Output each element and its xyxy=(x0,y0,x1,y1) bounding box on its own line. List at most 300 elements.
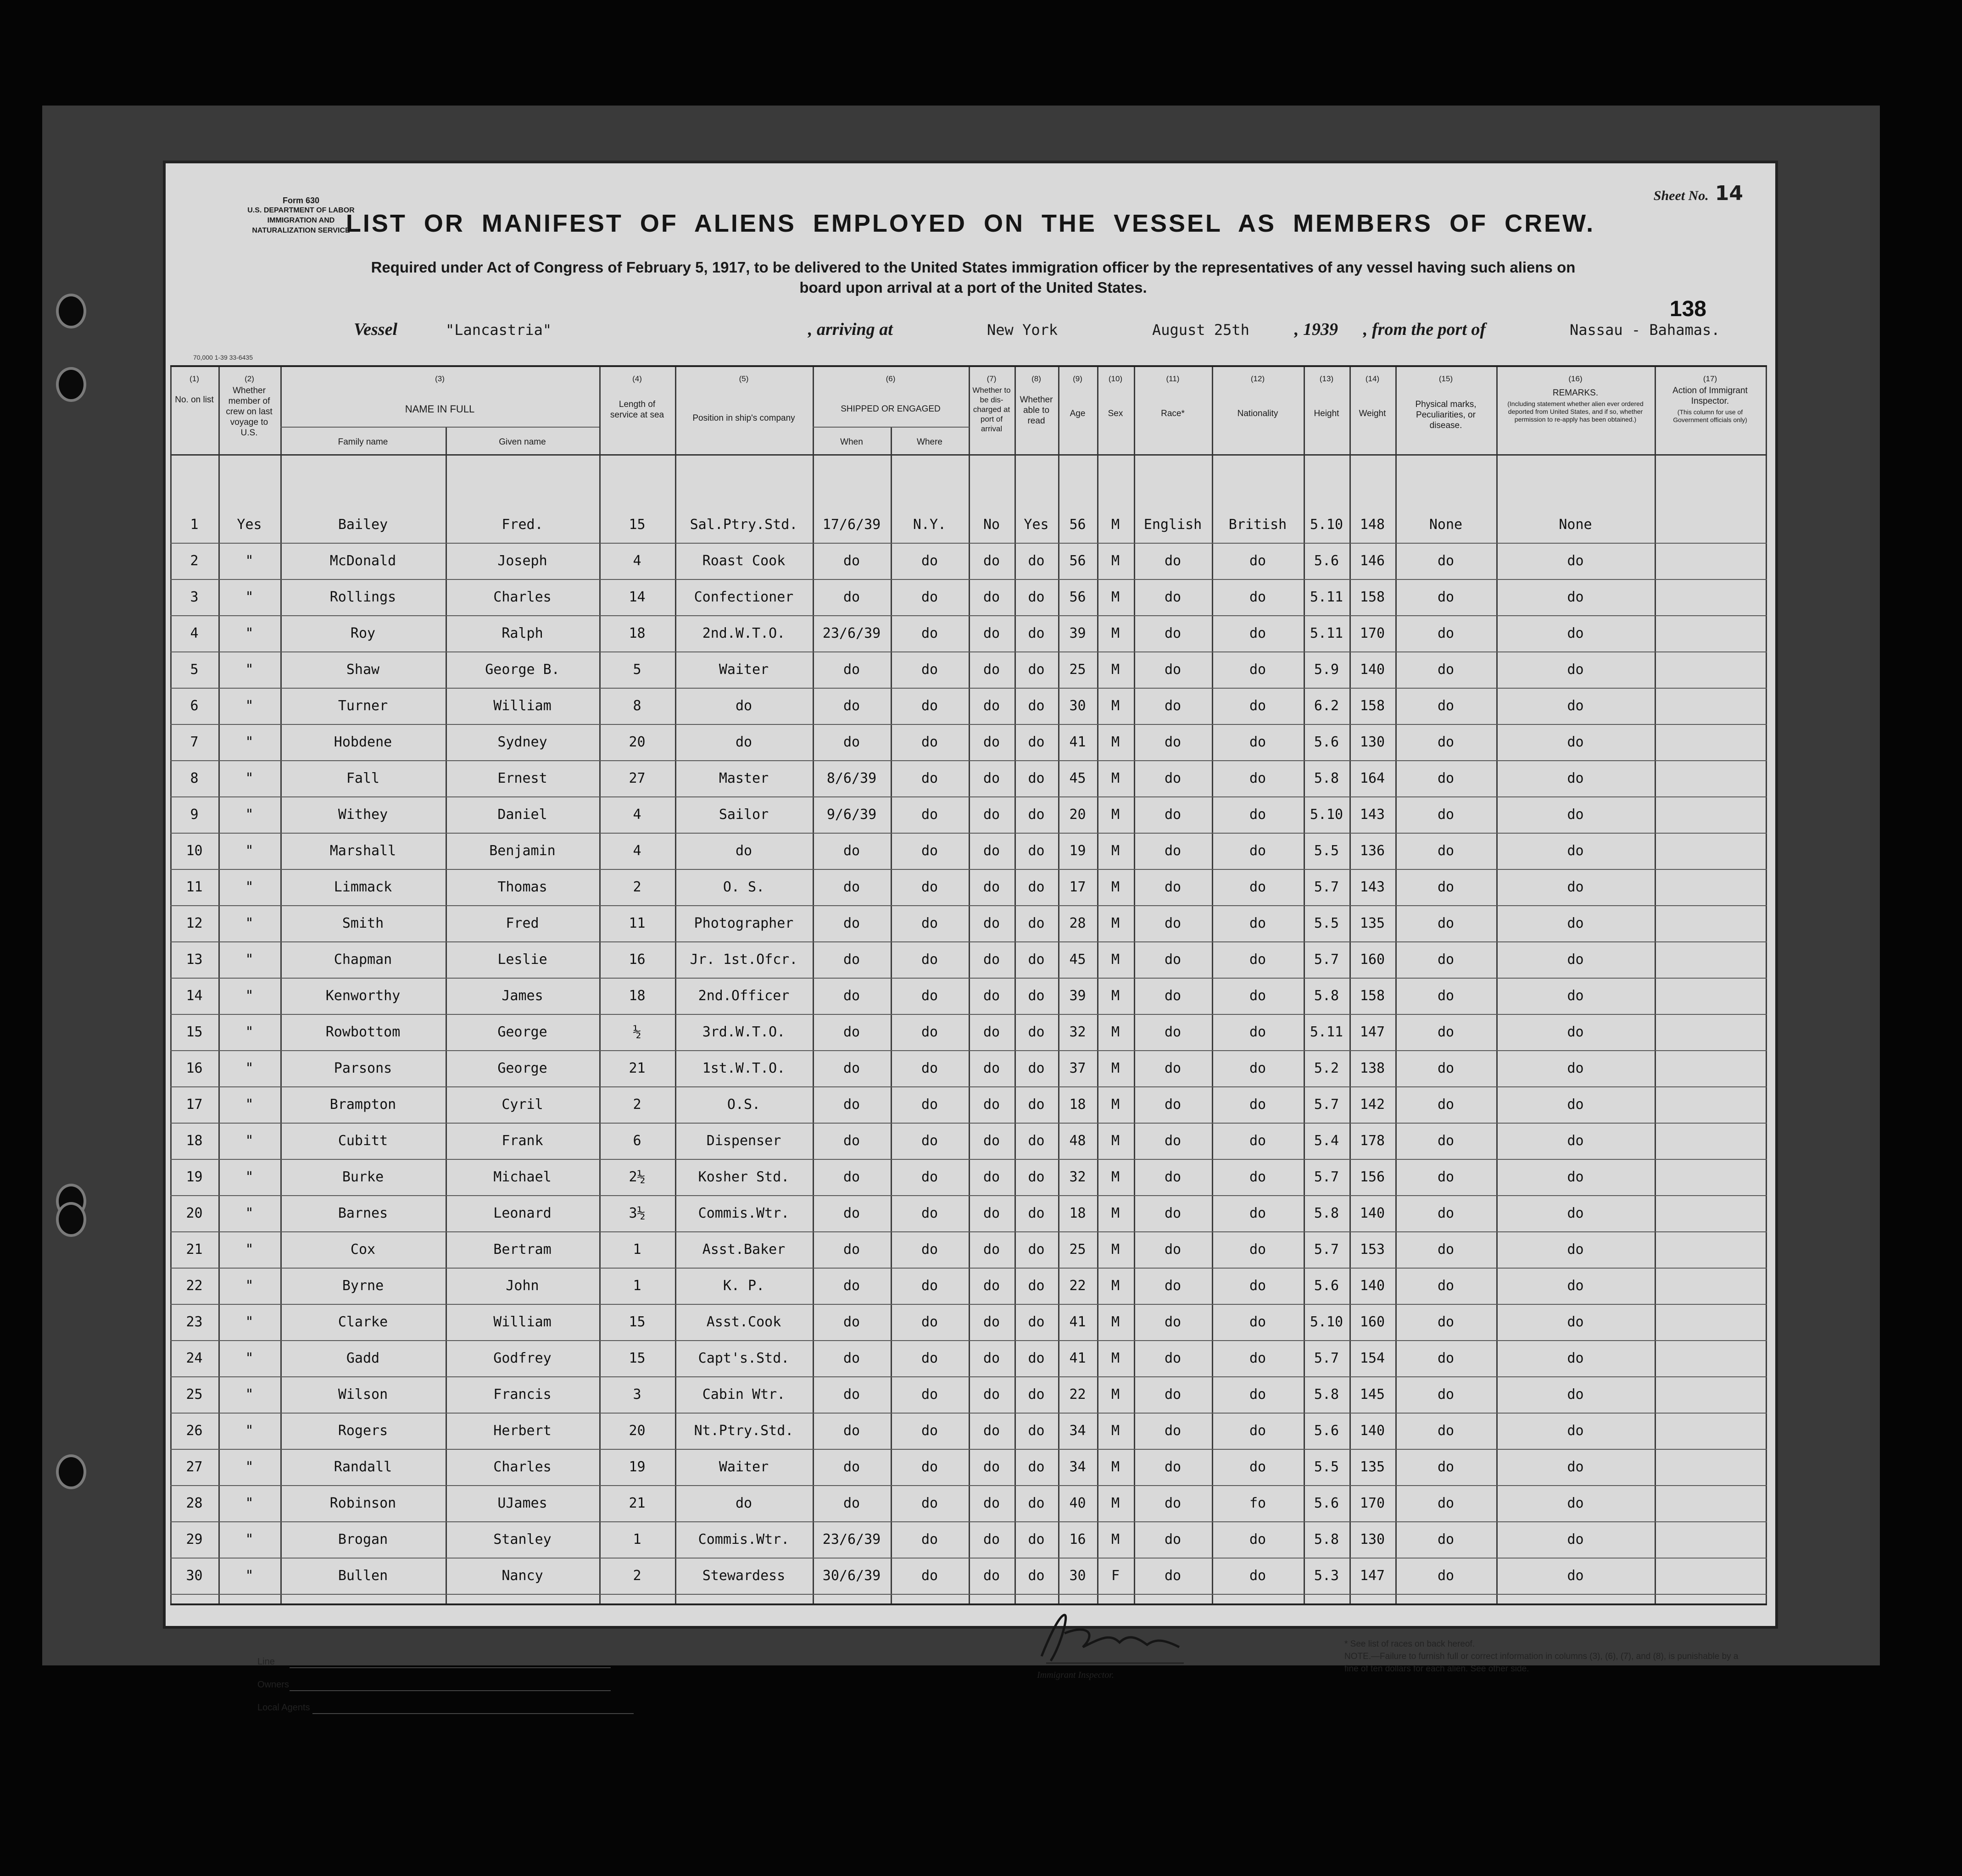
cell-sex: M xyxy=(1111,517,1120,533)
cell-service: 4 xyxy=(633,807,641,823)
col-15-label: Physical marks, Peculiarities, or disease. xyxy=(1415,400,1477,430)
cell-position: Capt's.Std. xyxy=(698,1350,790,1366)
cell-race: English xyxy=(1143,517,1202,533)
cell-prev: " xyxy=(245,1205,254,1221)
cell-weight: 156 xyxy=(1360,1169,1385,1185)
cell-given: Fred xyxy=(506,915,539,931)
cell-where: do xyxy=(921,1060,938,1076)
col-8-number: (8) xyxy=(1031,374,1041,383)
cell-nationality: do xyxy=(1249,662,1266,678)
cell-marks: do xyxy=(1437,662,1455,678)
cell-weight: 140 xyxy=(1360,662,1385,678)
cell-race: do xyxy=(1164,879,1182,895)
cell-service: 3 xyxy=(633,1386,641,1403)
cell-nationality: do xyxy=(1249,1205,1266,1221)
cell-service: 20 xyxy=(629,734,646,750)
cell-discharged: do xyxy=(983,770,1000,786)
col-16-label: REMARKS. xyxy=(1552,388,1599,398)
cell-discharged: do xyxy=(983,1278,1000,1294)
cell-where: do xyxy=(921,1568,938,1584)
cell-marks: do xyxy=(1437,1531,1455,1548)
cell-height: 5.11 xyxy=(1310,625,1343,641)
cell-marks: do xyxy=(1437,1459,1455,1475)
cell-where: do xyxy=(921,1459,938,1475)
cell-when: do xyxy=(843,1060,860,1076)
cell-given: Sydney xyxy=(497,734,547,750)
cell-discharged: do xyxy=(983,1060,1000,1076)
cell-service: 2½ xyxy=(629,1169,646,1185)
cell-no: 14 xyxy=(186,988,203,1004)
header-rule xyxy=(170,454,1767,456)
cell-service: 18 xyxy=(629,988,646,1004)
cell-discharged: do xyxy=(983,734,1000,750)
cell-sex: M xyxy=(1111,625,1120,641)
line-label: Line xyxy=(257,1657,275,1667)
cell-service: 8 xyxy=(633,698,641,714)
cell-given: Nancy xyxy=(502,1568,543,1584)
cell-discharged: do xyxy=(983,807,1000,823)
cell-age: 32 xyxy=(1069,1169,1086,1185)
cell-discharged: do xyxy=(983,553,1000,569)
cell-read: Yes xyxy=(1024,517,1049,533)
cell-race: do xyxy=(1164,1314,1182,1330)
departure-port: Nassau - Bahamas. xyxy=(1570,321,1720,339)
cell-race: do xyxy=(1164,1241,1182,1258)
cell-age: 18 xyxy=(1069,1205,1086,1221)
cell-height: 5.7 xyxy=(1314,952,1339,968)
cell-family: McDonald xyxy=(329,553,396,569)
cell-read: do xyxy=(1028,734,1045,750)
cell-read: do xyxy=(1028,1495,1045,1511)
cell-position: Roast Cook xyxy=(702,553,786,569)
col-2-label: Whether member of crew on last voyage to U.S. xyxy=(226,386,273,438)
cell-when: do xyxy=(843,879,860,895)
cell-prev: " xyxy=(245,988,254,1004)
cell-family: Turner xyxy=(338,698,388,714)
arrival-date: August 25th xyxy=(1152,321,1249,339)
cell-height: 5.8 xyxy=(1314,1531,1339,1548)
cell-when: do xyxy=(843,1205,860,1221)
cell-family: Chapman xyxy=(334,952,392,968)
cell-where: do xyxy=(921,843,938,859)
cell-prev: " xyxy=(245,1495,254,1511)
cell-marks: do xyxy=(1437,843,1455,859)
cell-race: do xyxy=(1164,1278,1182,1294)
cell-weight: 158 xyxy=(1360,698,1385,714)
cell-service: 27 xyxy=(629,770,646,786)
from-port-label: , from the port of xyxy=(1363,320,1486,339)
cell-given: Charles xyxy=(493,1459,552,1475)
cell-position: Waiter xyxy=(719,1459,769,1475)
cell-nationality: do xyxy=(1249,553,1266,569)
cell-given: Benjamin xyxy=(489,843,556,859)
cell-position: Sal.Ptry.Std. xyxy=(690,517,798,533)
cell-height: 5.5 xyxy=(1314,915,1339,931)
cell-family: Withey xyxy=(338,807,388,823)
cell-marks: do xyxy=(1437,915,1455,931)
col-16-note: (Including statement whether alien ever ordered deported from United States, and if so, whether permission to re-apply has been obtained.) xyxy=(1507,400,1644,423)
cell-weight: 160 xyxy=(1360,1314,1385,1330)
cell-when: do xyxy=(843,1169,860,1185)
cell-position: O. S. xyxy=(723,879,765,895)
cell-race: do xyxy=(1164,1205,1182,1221)
page-number: 138 xyxy=(1669,297,1706,321)
cell-no: 24 xyxy=(186,1350,203,1366)
cell-given: Joseph xyxy=(497,553,547,569)
cell-position: do xyxy=(735,698,752,714)
cell-sex: M xyxy=(1111,1386,1120,1403)
cell-given: Stanley xyxy=(493,1531,552,1548)
cell-read: do xyxy=(1028,1531,1045,1548)
cell-age: 34 xyxy=(1069,1459,1086,1475)
cell-when: do xyxy=(843,952,860,968)
cell-prev: " xyxy=(245,1169,254,1185)
cell-family: Bailey xyxy=(338,517,388,533)
cell-marks: None xyxy=(1429,517,1463,533)
cell-family: Parsons xyxy=(334,1060,392,1076)
cell-height: 5.7 xyxy=(1314,1350,1339,1366)
col-10-label: Sex xyxy=(1108,409,1123,418)
cell-position: do xyxy=(735,1495,752,1511)
owners-label: Owners xyxy=(257,1680,289,1690)
cell-sex: M xyxy=(1111,1278,1120,1294)
cell-sex: M xyxy=(1111,698,1120,714)
cell-height: 5.7 xyxy=(1314,1241,1339,1258)
cell-race: do xyxy=(1164,915,1182,931)
cell-remarks: do xyxy=(1567,734,1584,750)
cell-given: William xyxy=(493,698,552,714)
cell-position: O.S. xyxy=(727,1097,761,1113)
cell-given: George B. xyxy=(485,662,560,678)
table-row xyxy=(170,1196,1767,1233)
cell-when: do xyxy=(843,662,860,678)
cell-discharged: do xyxy=(983,1495,1000,1511)
table-row xyxy=(170,544,1767,580)
cell-sex: M xyxy=(1111,1495,1120,1511)
cell-read: do xyxy=(1028,1459,1045,1475)
cell-no: 25 xyxy=(186,1386,203,1403)
cell-read: do xyxy=(1028,1169,1045,1185)
cell-discharged: No xyxy=(983,517,1000,533)
table-row xyxy=(170,616,1767,653)
cell-marks: do xyxy=(1437,1495,1455,1511)
cell-height: 5.6 xyxy=(1314,553,1339,569)
cell-read: do xyxy=(1028,1314,1045,1330)
cell-marks: do xyxy=(1437,1024,1455,1040)
col-3-family-name: Family name xyxy=(338,437,388,447)
cell-race: do xyxy=(1164,988,1182,1004)
cell-remarks: do xyxy=(1567,1278,1584,1294)
cell-family: Wilson xyxy=(338,1386,388,1403)
cell-family: Kenworthy xyxy=(325,988,401,1004)
cell-sex: M xyxy=(1111,553,1120,569)
cell-discharged: do xyxy=(983,1241,1000,1258)
binder-hole xyxy=(56,367,86,402)
cell-where: do xyxy=(921,1241,938,1258)
cell-discharged: do xyxy=(983,1205,1000,1221)
cell-given: Frank xyxy=(502,1133,543,1149)
cell-prev: " xyxy=(245,807,254,823)
col-5-number: (5) xyxy=(739,374,749,383)
table-row xyxy=(170,1486,1767,1523)
cell-when: do xyxy=(843,843,860,859)
cell-nationality: do xyxy=(1249,1097,1266,1113)
cell-read: do xyxy=(1028,1097,1045,1113)
cell-position: Asst.Baker xyxy=(702,1241,786,1258)
cell-where: N.Y. xyxy=(913,517,947,533)
cell-read: do xyxy=(1028,879,1045,895)
cell-sex: M xyxy=(1111,734,1120,750)
cell-prev: " xyxy=(245,589,254,605)
cell-height: 5.7 xyxy=(1314,1169,1339,1185)
cell-prev: " xyxy=(245,1133,254,1149)
cell-discharged: do xyxy=(983,843,1000,859)
cell-read: do xyxy=(1028,807,1045,823)
cell-discharged: do xyxy=(983,1169,1000,1185)
cell-when: do xyxy=(843,915,860,931)
cell-race: do xyxy=(1164,952,1182,968)
table-row xyxy=(170,1522,1767,1559)
cell-marks: do xyxy=(1437,1423,1455,1439)
cell-position: Jr. 1st.Ofcr. xyxy=(690,952,798,968)
cell-remarks: do xyxy=(1567,879,1584,895)
cell-position: 3rd.W.T.O. xyxy=(702,1024,786,1040)
vessel-name: "Lancastria" xyxy=(446,321,552,339)
cell-position: Asst.Cook xyxy=(706,1314,781,1330)
cell-family: Smith xyxy=(342,915,384,931)
cell-weight: 138 xyxy=(1360,1060,1385,1076)
cell-read: do xyxy=(1028,843,1045,859)
cell-service: 20 xyxy=(629,1423,646,1439)
cell-when: do xyxy=(843,988,860,1004)
cell-age: 28 xyxy=(1069,915,1086,931)
footer-note xyxy=(1344,1638,1748,1675)
cell-prev: " xyxy=(245,1531,254,1548)
cell-read: do xyxy=(1028,1278,1045,1294)
cell-prev: Yes xyxy=(237,517,262,533)
cell-sex: M xyxy=(1111,1459,1120,1475)
cell-race: do xyxy=(1164,1568,1182,1584)
cell-sex: M xyxy=(1111,1097,1120,1113)
cell-race: do xyxy=(1164,1423,1182,1439)
cell-service: 11 xyxy=(629,915,646,931)
voyage-line xyxy=(354,319,1730,347)
cell-nationality: do xyxy=(1249,1241,1266,1258)
cell-marks: do xyxy=(1437,1097,1455,1113)
cell-no: 11 xyxy=(186,879,203,895)
cell-remarks: None xyxy=(1559,517,1592,533)
cell-marks: do xyxy=(1437,734,1455,750)
cell-when: do xyxy=(843,553,860,569)
cell-sex: M xyxy=(1111,1531,1120,1548)
cell-prev: " xyxy=(245,625,254,641)
arrival-port: New York xyxy=(987,321,1058,339)
cell-age: 56 xyxy=(1069,589,1086,605)
cell-when: do xyxy=(843,1350,860,1366)
table-row xyxy=(170,507,1767,544)
col-13-label: Height xyxy=(1314,409,1339,418)
col-1-number: (1) xyxy=(190,374,199,383)
cell-age: 56 xyxy=(1069,517,1086,533)
cell-no: 4 xyxy=(190,625,199,641)
table-row xyxy=(170,906,1767,943)
cell-sex: M xyxy=(1111,1133,1120,1149)
cell-where: do xyxy=(921,988,938,1004)
cell-read: do xyxy=(1028,698,1045,714)
cell-where: do xyxy=(921,553,938,569)
cell-age: 41 xyxy=(1069,1314,1086,1330)
cell-remarks: do xyxy=(1567,1205,1584,1221)
local-agents-field xyxy=(312,1713,634,1714)
cell-no: 5 xyxy=(190,662,199,678)
cell-remarks: do xyxy=(1567,698,1584,714)
cell-service: 1 xyxy=(633,1241,641,1258)
cell-where: do xyxy=(921,1350,938,1366)
cell-given: James xyxy=(502,988,543,1004)
table-row xyxy=(170,1087,1767,1124)
cell-when: do xyxy=(843,1278,860,1294)
cell-where: do xyxy=(921,1314,938,1330)
cell-no: 7 xyxy=(190,734,199,750)
cell-weight: 140 xyxy=(1360,1205,1385,1221)
col-4-label: Length of service at sea xyxy=(610,400,664,420)
cell-remarks: do xyxy=(1567,843,1584,859)
cell-no: 12 xyxy=(186,915,203,931)
cell-given: Michael xyxy=(493,1169,552,1185)
cell-discharged: do xyxy=(983,952,1000,968)
cell-service: 15 xyxy=(629,1350,646,1366)
cell-sex: M xyxy=(1111,1060,1120,1076)
cell-remarks: do xyxy=(1567,915,1584,931)
cell-family: Randall xyxy=(334,1459,392,1475)
cell-height: 5.5 xyxy=(1314,1459,1339,1475)
cell-marks: do xyxy=(1437,1350,1455,1366)
cell-position: K. P. xyxy=(723,1278,765,1294)
cell-age: 48 xyxy=(1069,1133,1086,1149)
table-row xyxy=(170,652,1767,689)
cell-given: Francis xyxy=(493,1386,552,1403)
cell-family: Roy xyxy=(350,625,376,641)
cell-where: do xyxy=(921,1423,938,1439)
cell-when: do xyxy=(843,1423,860,1439)
cell-remarks: do xyxy=(1567,1459,1584,1475)
cell-where: do xyxy=(921,734,938,750)
cell-race: do xyxy=(1164,1133,1182,1149)
row-rule xyxy=(170,1594,1767,1595)
cell-no: 19 xyxy=(186,1169,203,1185)
form-number: Form 630 xyxy=(282,196,320,205)
cell-prev: " xyxy=(245,1024,254,1040)
cell-service: 18 xyxy=(629,625,646,641)
cell-position: do xyxy=(735,843,752,859)
cell-position: Confectioner xyxy=(694,589,794,605)
table-row xyxy=(170,725,1767,762)
cell-given: Bertram xyxy=(493,1241,552,1258)
cell-position: Commis.Wtr. xyxy=(698,1205,790,1221)
cell-discharged: do xyxy=(983,1350,1000,1366)
cell-position: 1st.W.T.O. xyxy=(702,1060,786,1076)
col-12-label: Nationality xyxy=(1237,409,1278,418)
col-16-number: (16) xyxy=(1568,374,1583,383)
cell-prev: " xyxy=(245,915,254,931)
col-3-given-name: Given name xyxy=(499,437,546,447)
cell-given: Herbert xyxy=(493,1423,552,1439)
cell-race: do xyxy=(1164,662,1182,678)
cell-age: 32 xyxy=(1069,1024,1086,1040)
cell-age: 45 xyxy=(1069,952,1086,968)
cell-family: Hobdene xyxy=(334,734,392,750)
cell-age: 41 xyxy=(1069,1350,1086,1366)
cell-where: do xyxy=(921,662,938,678)
cell-given: Thomas xyxy=(497,879,547,895)
col-8-label: Whether able to read xyxy=(1020,395,1053,426)
cell-discharged: do xyxy=(983,662,1000,678)
cell-height: 5.11 xyxy=(1310,589,1343,605)
cell-age: 25 xyxy=(1069,1241,1086,1258)
cell-service: 1 xyxy=(633,1278,641,1294)
cell-where: do xyxy=(921,952,938,968)
cell-weight: 153 xyxy=(1360,1241,1385,1258)
cell-weight: 158 xyxy=(1360,589,1385,605)
cell-remarks: do xyxy=(1567,1386,1584,1403)
sheet-number-label: Sheet No. xyxy=(1653,188,1709,203)
cell-marks: do xyxy=(1437,1386,1455,1403)
cell-age: 40 xyxy=(1069,1495,1086,1511)
cell-remarks: do xyxy=(1567,589,1584,605)
cell-age: 41 xyxy=(1069,734,1086,750)
cell-race: do xyxy=(1164,1060,1182,1076)
cell-age: 19 xyxy=(1069,843,1086,859)
cell-weight: 143 xyxy=(1360,807,1385,823)
header-rule xyxy=(813,427,970,428)
col-17-note: (This column for use of Government officials only) xyxy=(1673,408,1747,423)
cell-read: do xyxy=(1028,553,1045,569)
cell-given: George xyxy=(497,1060,547,1076)
cell-prev: " xyxy=(245,1423,254,1439)
cell-race: do xyxy=(1164,698,1182,714)
cell-prev: " xyxy=(245,734,254,750)
cell-service: 4 xyxy=(633,843,641,859)
cell-age: 30 xyxy=(1069,1568,1086,1584)
cell-when: do xyxy=(843,1495,860,1511)
cell-when: do xyxy=(843,1097,860,1113)
cell-position: Dispenser xyxy=(706,1133,781,1149)
cell-remarks: do xyxy=(1567,988,1584,1004)
table-row xyxy=(170,1269,1767,1305)
cell-weight: 140 xyxy=(1360,1278,1385,1294)
cell-given: Cyril xyxy=(502,1097,543,1113)
cell-marks: do xyxy=(1437,1278,1455,1294)
cell-height: 5.6 xyxy=(1314,1423,1339,1439)
cell-no: 22 xyxy=(186,1278,203,1294)
col-7-label: Whether to be dis-charged at port of arrival xyxy=(972,386,1011,433)
cell-when: do xyxy=(843,1386,860,1403)
owners-field xyxy=(290,1690,611,1691)
cell-nationality: do xyxy=(1249,1278,1266,1294)
cell-read: do xyxy=(1028,1133,1045,1149)
col-3-number: (3) xyxy=(435,374,445,383)
print-code: 70,000 1-39 33-6435 xyxy=(193,354,253,361)
cell-height: 5.7 xyxy=(1314,1097,1339,1113)
cell-when: do xyxy=(843,1459,860,1475)
cell-position: Nt.Ptry.Std. xyxy=(694,1423,794,1439)
cell-remarks: do xyxy=(1567,952,1584,968)
cell-race: do xyxy=(1164,589,1182,605)
cell-family: Burke xyxy=(342,1169,384,1185)
cell-age: 30 xyxy=(1069,698,1086,714)
cell-nationality: do xyxy=(1249,625,1266,641)
cell-no: 13 xyxy=(186,952,203,968)
